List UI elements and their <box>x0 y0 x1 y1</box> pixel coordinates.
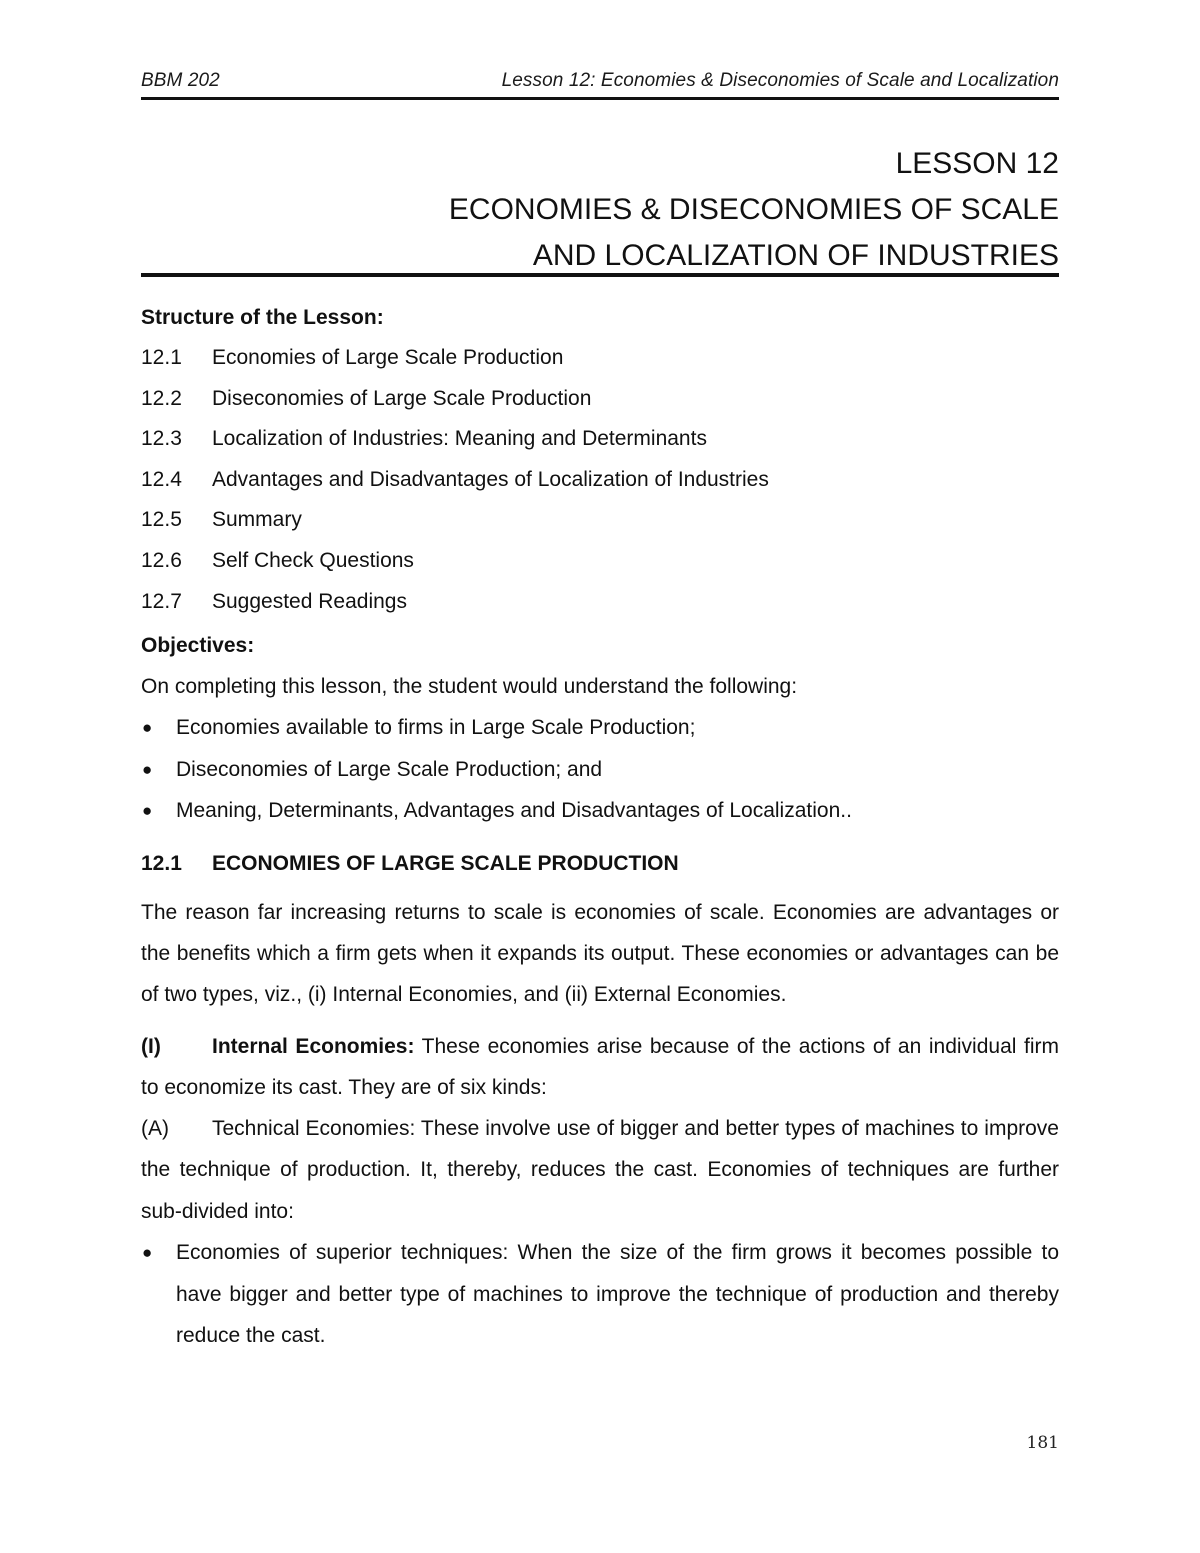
objectives-heading: Objectives: <box>141 634 255 658</box>
internal-label: (I) <box>141 1034 161 1058</box>
structure-heading: Structure of the Lesson: <box>141 306 384 329</box>
structure-item-label: Suggested Readings <box>212 589 407 613</box>
lesson-title-line-2: AND LOCALIZATION OF INDUSTRIES <box>532 239 1059 272</box>
structure-item-number: 12.2 <box>141 386 182 410</box>
structure-item <box>141 582 1059 623</box>
structure-item-number: 12.4 <box>141 467 182 491</box>
structure-item-label: Advantages and Disadvantages of Localization of Industries <box>212 467 769 491</box>
section-heading <box>141 842 1059 886</box>
document-page <box>141 0 1059 1553</box>
objective-text: Economies available to firms in Large Scale Production; <box>176 716 696 740</box>
course-code: BBM 202 <box>141 70 220 91</box>
structure-item-label: Self Check Questions <box>212 548 414 572</box>
internal-title: Internal Economies: <box>212 1034 415 1058</box>
structure-list <box>141 338 1059 622</box>
structure-item-number: 12.3 <box>141 427 182 451</box>
structure-item <box>141 419 1059 460</box>
list-item <box>141 1232 1059 1357</box>
header-rule <box>141 97 1059 100</box>
bullet-icon: ● <box>142 1243 153 1263</box>
structure-item <box>141 500 1059 541</box>
technical-text: Technical Economies: These involve use of bigger and better types of machines to improve the technique of production. It, thereby, reduces the cast. Economies of techniques are further sub-divided into: <box>141 1117 1059 1223</box>
structure-item <box>141 541 1059 582</box>
title-rule <box>141 273 1059 277</box>
lesson-content <box>141 298 1059 1357</box>
list-item <box>141 790 1059 832</box>
structure-item <box>141 338 1059 379</box>
paragraph-internal-economies <box>141 1026 1059 1109</box>
technical-label: (A) <box>141 1117 169 1141</box>
objectives-list <box>141 707 1059 832</box>
structure-item-number: 12.6 <box>141 548 182 572</box>
lesson-number-title: LESSON 12 <box>895 147 1059 180</box>
structure-item <box>141 460 1059 501</box>
structure-item-number: 12.5 <box>141 508 182 532</box>
structure-item-label: Diseconomies of Large Scale Production <box>212 386 592 410</box>
structure-item-label: Summary <box>212 508 302 532</box>
page-number: 181 <box>1026 1433 1059 1453</box>
structure-item-number: 12.7 <box>141 589 182 613</box>
section-number: 12.1 <box>141 851 182 875</box>
lesson-reference: Lesson 12: Economies & Diseconomies of Scale and Localization <box>501 70 1059 91</box>
structure-item-number: 12.1 <box>141 346 182 369</box>
objectives-intro: On completing this lesson, the student would understand the following: <box>141 675 798 699</box>
lesson-title-line-1: ECONOMIES & DISECONOMIES OF SCALE <box>448 193 1059 226</box>
paragraph-technical-economies <box>141 1108 1059 1232</box>
list-item <box>141 707 1059 749</box>
internal-text: These economies arise because of the actions of an individual firm to economize its cast. They are of six kinds: <box>141 1034 1059 1099</box>
superior-techniques-text: Economies of superior techniques: When the size of the firm grows it becomes possible to have bigger and better type of machines to improve the technique of production and thereby reduce the cast. <box>176 1241 1059 1348</box>
lesson-title <box>141 141 1059 279</box>
objective-text: Diseconomies of Large Scale Production; and <box>176 757 603 781</box>
list-item <box>141 749 1059 791</box>
bullet-icon: ● <box>142 718 153 738</box>
bullet-icon: ● <box>142 801 153 821</box>
structure-item-label: Localization of Industries: Meaning and Determinants <box>212 427 707 451</box>
section-title: ECONOMIES OF LARGE SCALE PRODUCTION <box>212 851 679 875</box>
objective-text: Meaning, Determinants, Advantages and Disadvantages of Localization.. <box>176 799 852 823</box>
paragraph-intro: The reason far increasing returns to scale is economies of scale. Economies are advantages or the benefits which a firm gets when it expands its output. These economies or advantages can be of two types, viz., (i) Internal Economies, and (ii) External Economies. <box>141 900 1059 1007</box>
bullet-icon: ● <box>142 759 153 779</box>
structure-item-label: Economies of Large Scale Production <box>212 346 564 369</box>
structure-item <box>141 379 1059 420</box>
